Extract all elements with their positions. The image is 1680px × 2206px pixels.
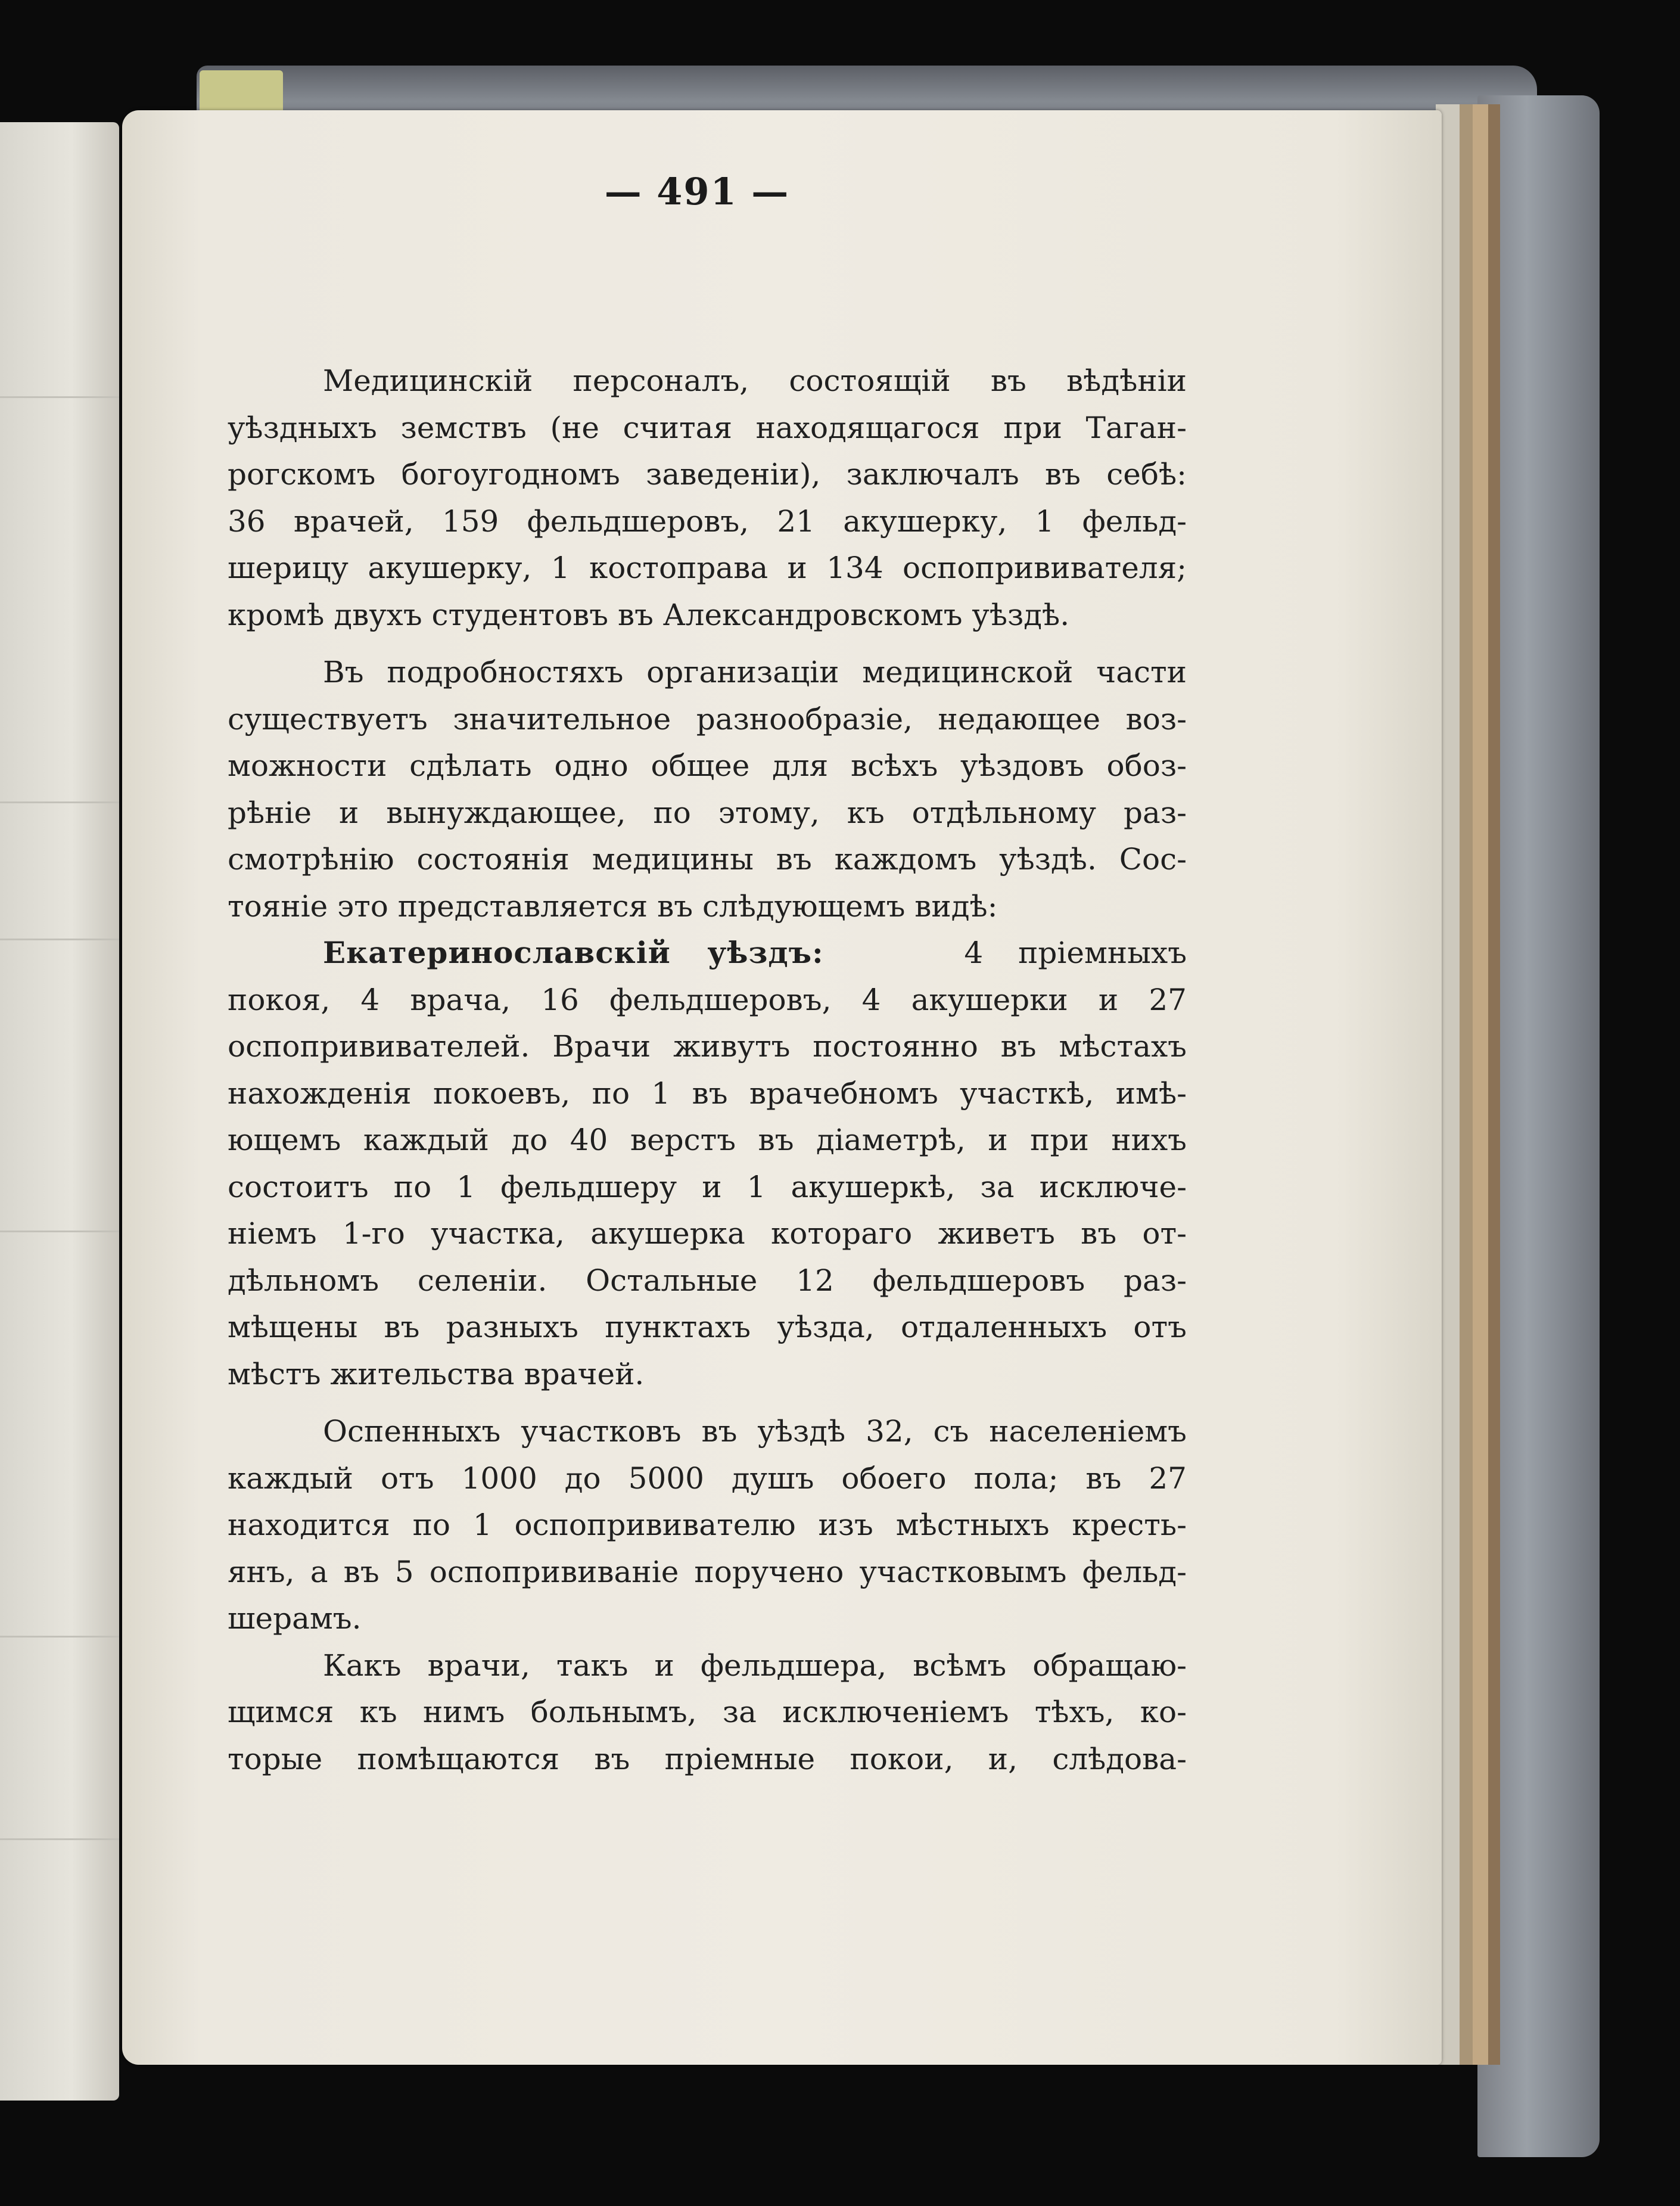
section-heading-line xyxy=(228,930,1187,977)
page-stack-edge xyxy=(1488,104,1500,2065)
text-line: состоитъ по 1 фельдшеру и 1 акушеркѣ, за исключе- xyxy=(228,1169,1187,1204)
text-line: дѣльномъ селеніи. Остальные 12 фельдшеровъ раз- xyxy=(228,1263,1187,1298)
text-line: Какъ врачи, такъ и фельдшера, всѣмъ обращаю- xyxy=(323,1648,1187,1683)
table-rule xyxy=(0,801,119,803)
text-line: шерамъ. xyxy=(228,1601,362,1636)
text-line: ющемъ каждый до 40 верстъ въ діаметрѣ, и при нихъ xyxy=(228,1123,1187,1157)
text-line: мѣщены въ разныхъ пунктахъ уѣзда, отдаленныхъ отъ xyxy=(228,1310,1187,1344)
page-stack-edge xyxy=(1473,104,1488,2065)
text-line: каждый отъ 1000 до 5000 душъ обоего пола; въ 27 xyxy=(228,1461,1187,1496)
text-line: торые помѣщаются въ пріемные покои, и, слѣдова- xyxy=(228,1741,1187,1776)
text-line: находится по 1 оспопрививателю изъ мѣстныхъ кресть- xyxy=(228,1508,1187,1542)
text-line: тояніе это представляется въ слѣдующемъ видѣ: xyxy=(228,888,998,924)
page-text xyxy=(228,358,1187,1782)
text-line: Въ подробностяхъ организаціи медицинской части xyxy=(323,655,1187,689)
text-line: смотрѣнію состоянія медицины въ каждомъ уѣздѣ. Сос- xyxy=(228,842,1187,877)
text-line: кромѣ двухъ студентовъ въ Александровскомъ уѣздѣ. xyxy=(228,597,1070,632)
text-line: 36 врачей, 159 фельдшеровъ, 21 акушерку, 1 фельд- xyxy=(228,504,1187,539)
previous-page-edge xyxy=(0,122,119,2101)
text-line: мѣстъ жительства врачей. xyxy=(228,1356,645,1391)
text-line: Медицинскій персоналъ, состоящій въ вѣдѣніи xyxy=(323,363,1187,398)
text-line: шерицу акушерку, 1 костоправа и 134 оспопрививателя; xyxy=(228,551,1187,585)
text-line: нахожденія покоевъ, по 1 въ врачебномъ участкѣ, имѣ- xyxy=(228,1076,1187,1111)
text-line: Оспенныхъ участковъ въ уѣздѣ 32, съ населеніемъ xyxy=(323,1414,1187,1449)
table-rule xyxy=(0,396,119,398)
text-line: уѣздныхъ земствъ (не считая находящагося при Таган- xyxy=(228,410,1187,445)
text-line: покоя, 4 врача, 16 фельдшеровъ, 4 акушерки и 27 xyxy=(228,982,1187,1017)
text-line: янъ, а въ 5 оспопрививаніе поручено участковымъ фельд- xyxy=(228,1554,1187,1589)
table-rule xyxy=(0,1231,119,1232)
text-line: щимся къ нимъ больнымъ, за исключеніемъ тѣхъ, ко- xyxy=(228,1695,1187,1729)
text-line: существуетъ значительное разнообразіе, недающее воз- xyxy=(228,701,1187,737)
text-line: ніемъ 1-го участка, акушерка котораго живетъ въ от- xyxy=(228,1216,1187,1251)
table-rule xyxy=(0,1636,119,1638)
table-rule xyxy=(0,939,119,940)
text-line: рѣніе и вынуждающее, по этому, къ отдѣльному раз- xyxy=(228,795,1187,830)
table-rule xyxy=(0,1838,119,1840)
text-line: можности сдѣлать одно общее для всѣхъ уѣздовъ обоз- xyxy=(228,748,1187,783)
page-stack-edge xyxy=(1460,104,1473,2065)
text-line: рогскомъ богоугодномъ заведеніи), заключалъ въ себѣ: xyxy=(228,457,1187,492)
district-heading: Екатеринославскій уѣздъ: xyxy=(323,935,824,970)
heading-line-rest: 4 пріемныхъ xyxy=(964,936,1187,970)
text-line: оспопрививателей. Врачи живутъ постоянно въ мѣстахъ xyxy=(228,1029,1187,1064)
page-number: — 491 — xyxy=(604,170,790,213)
